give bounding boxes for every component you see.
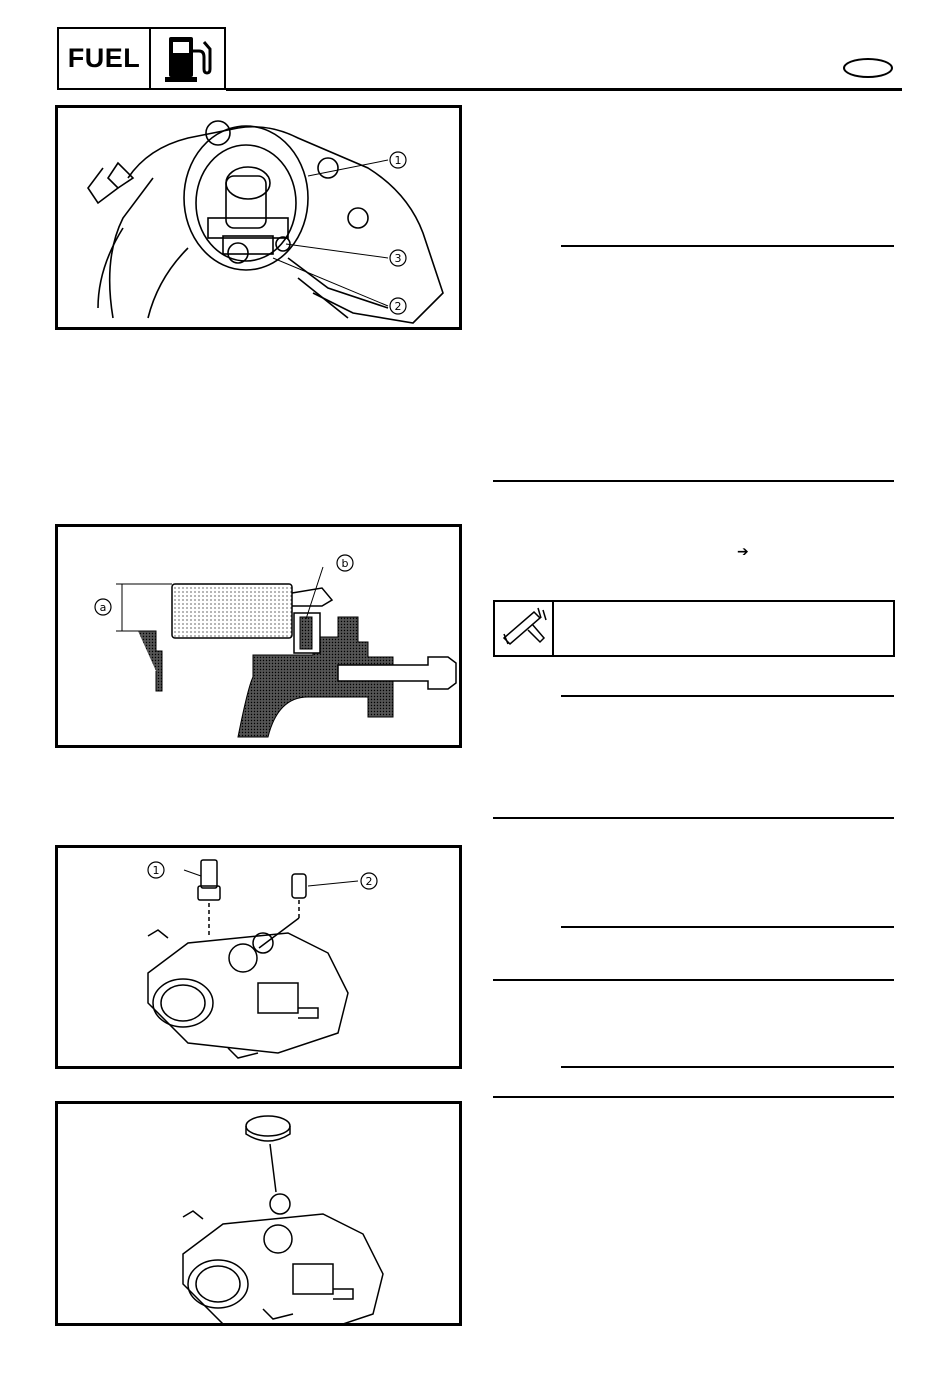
svg-text:2: 2 bbox=[394, 300, 402, 313]
divider-rule bbox=[493, 1096, 894, 1098]
svg-text:2: 2 bbox=[365, 875, 373, 888]
fuel-pump-icon bbox=[151, 29, 224, 88]
spec-value-area bbox=[554, 602, 893, 655]
figure-float-height bbox=[55, 524, 462, 748]
carburetor-float-illustration bbox=[58, 108, 459, 327]
svg-text:1: 1 bbox=[152, 864, 160, 877]
specification-box bbox=[493, 600, 895, 657]
caliper-icon bbox=[495, 602, 554, 655]
callout-3 bbox=[390, 250, 406, 266]
divider-rule bbox=[561, 245, 894, 247]
divider-rule bbox=[493, 817, 894, 819]
divider-rule bbox=[561, 695, 894, 697]
divider-rule bbox=[561, 1066, 894, 1068]
figure-plug bbox=[55, 1101, 462, 1326]
callout-2 bbox=[390, 298, 406, 314]
float-height-diagram bbox=[58, 527, 459, 745]
divider-rule bbox=[493, 979, 894, 981]
divider-rule bbox=[561, 926, 894, 928]
callout-b bbox=[337, 555, 353, 571]
callout-2 bbox=[361, 873, 377, 889]
figure-float-chamber bbox=[55, 105, 462, 330]
divider-rule bbox=[493, 480, 894, 482]
svg-text:b: b bbox=[341, 557, 349, 570]
header-rule bbox=[226, 88, 902, 91]
callout-a bbox=[95, 599, 111, 615]
callout-1 bbox=[390, 152, 406, 168]
section-header bbox=[57, 27, 226, 90]
svg-text:3: 3 bbox=[394, 252, 402, 265]
svg-text:a: a bbox=[99, 601, 107, 614]
svg-text:1: 1 bbox=[394, 154, 402, 167]
arrow-icon: ➔ bbox=[737, 544, 749, 560]
language-tab bbox=[843, 58, 893, 78]
carburetor-jets-illustration bbox=[58, 848, 459, 1066]
section-title: FUEL bbox=[59, 29, 151, 88]
figure-jets bbox=[55, 845, 462, 1069]
callout-1 bbox=[148, 862, 164, 878]
carburetor-plug-illustration bbox=[58, 1104, 459, 1323]
